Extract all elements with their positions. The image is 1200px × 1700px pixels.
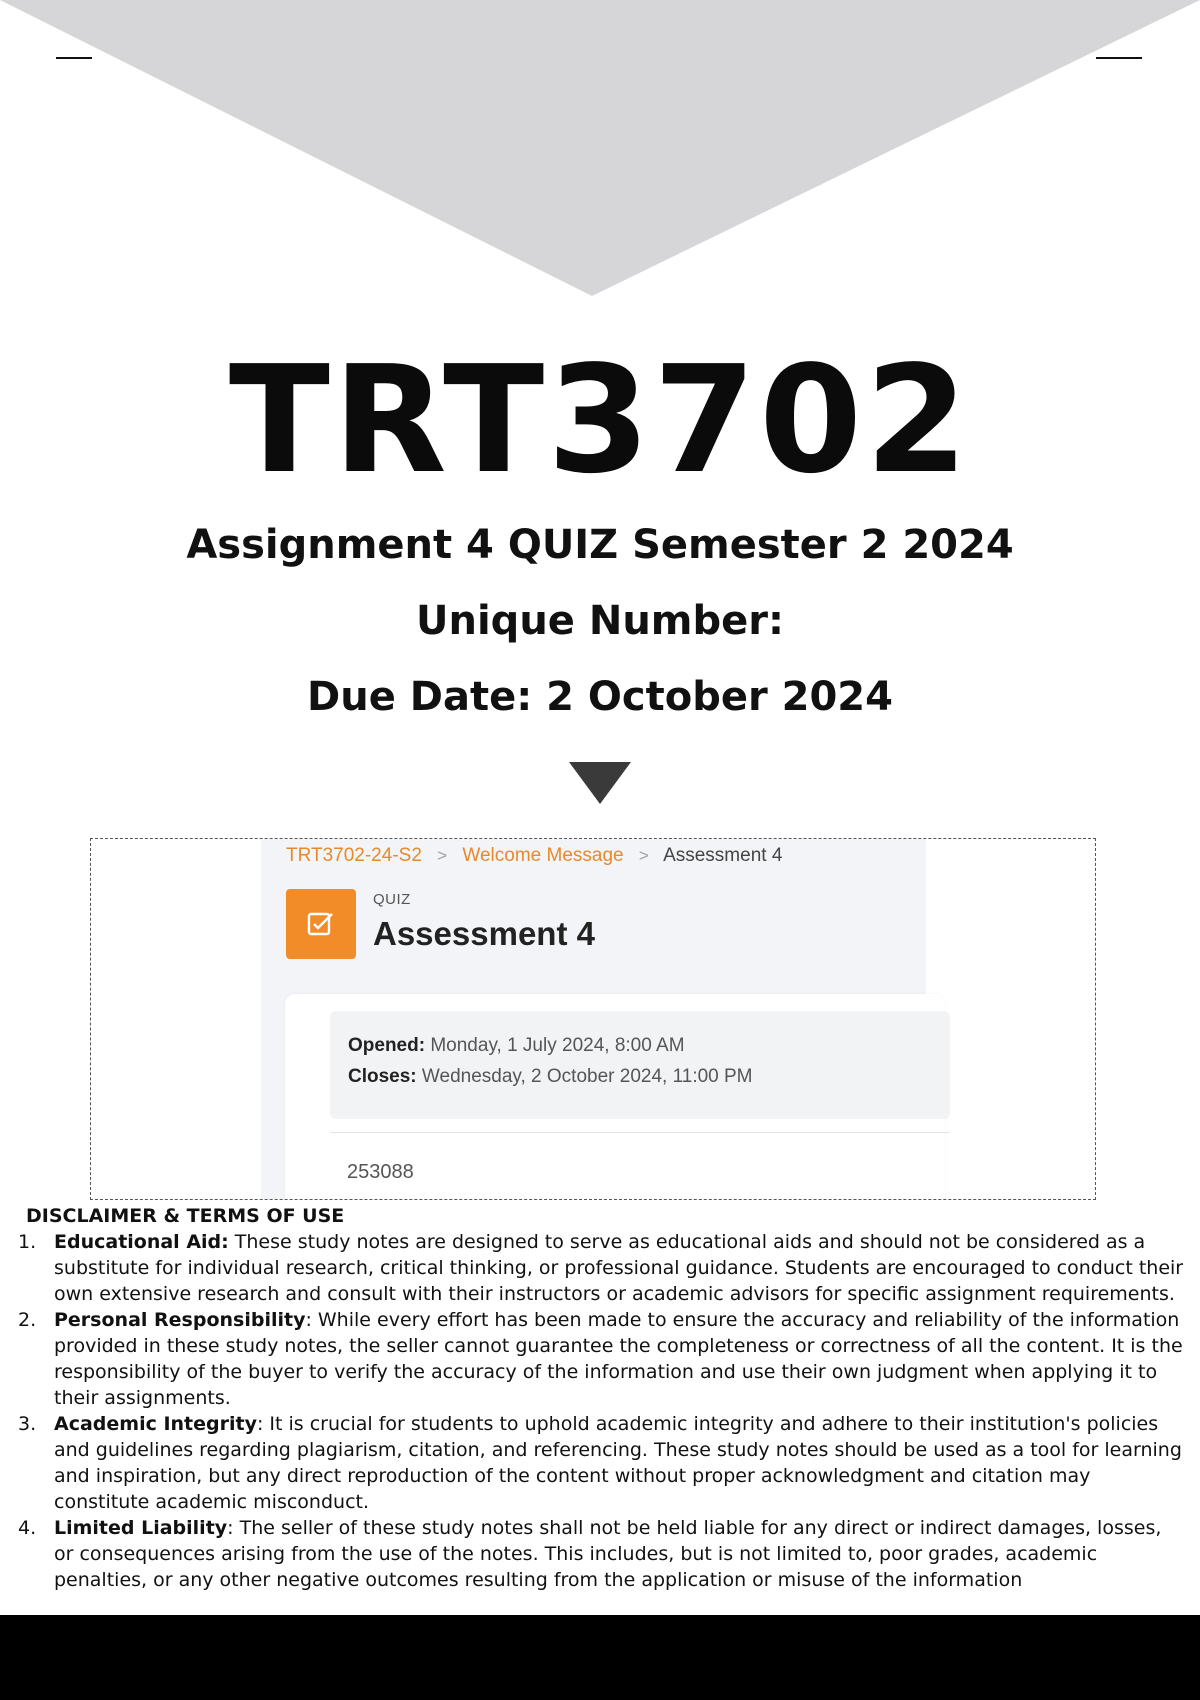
closes-label: Closes: [348,1066,417,1087]
closes-value: Wednesday, 2 October 2024, 11:00 PM [421,1066,753,1087]
lms-screenshot-frame [90,838,1096,1200]
breadcrumb-current: Assessment 4 [663,845,783,866]
terms-list [0,1229,1200,1593]
divider [330,1132,950,1133]
breadcrumb-separator-icon: > [437,846,448,865]
down-triangle-icon [569,762,631,804]
title-block [0,334,1200,735]
lms-quiz-page [261,839,926,1200]
term-number: 1. [18,1231,37,1253]
top-chevron-banner [0,0,1200,300]
quiz-info-card [285,994,945,1200]
breadcrumb-welcome-link[interactable]: Welcome Message [462,845,624,866]
breadcrumb-course-link[interactable]: TRT3702-24-S2 [286,845,422,866]
term-label: Personal Responsibility [54,1309,306,1331]
term-text: : The seller of these study notes shall not be held liable for any direct or indirect damages, losses, or consequences arising from the use of the notes. This includes, but is not limited to, poor grades, academic penalties, or any other negative outcomes resulting from the application or misuse of the information [54,1517,1162,1591]
activity-title: Assessment 4 [373,915,595,952]
activity-type-label: QUIZ [373,891,411,908]
term-item [0,1515,1200,1593]
disclaimer-title: DISCLAIMER & TERMS OF USE [26,1205,345,1227]
term-label: Educational Aid: [54,1231,229,1253]
term-item [0,1307,1200,1411]
bottom-black-bar [0,1615,1200,1700]
opened-label: Opened: [348,1035,426,1056]
term-number: 2. [18,1309,37,1331]
opened-date [348,1035,685,1057]
term-text: These study notes are designed to serve as educational aids and should not be considered as a substitute for individual research, critical thinking, or professional guidance. Students are encouraged to conduct their own extensive research and consult with their instructors or academic advisors for specific assignment requirements. [54,1231,1184,1305]
activity-dates [330,1011,950,1119]
assignment-title: Assignment 4 QUIZ Semester 2 2024 [186,522,1014,568]
disclaimer-section [0,1204,1200,1593]
course-code: TRT3702 [228,334,972,506]
term-item [0,1411,1200,1515]
term-label: Academic Integrity [54,1413,257,1435]
breadcrumb-separator-icon: > [638,846,649,865]
term-item [0,1229,1200,1307]
closes-date [348,1066,753,1088]
unique-number-value: 253088 [347,1161,414,1183]
term-number: 3. [18,1413,37,1435]
term-number: 4. [18,1517,37,1539]
breadcrumb [286,845,782,867]
quiz-checkbox-icon [286,889,356,959]
term-text: : It is crucial for students to uphold academic integrity and adhere to their institution's policies and guidelines regarding plagiarism, citation, and referencing. These study notes should be used as a tool for learning and inspiration, but any direct reproduction of the content without proper acknowledgment and citation may constitute academic misconduct. [54,1413,1182,1513]
term-text: : While every effort has been made to ensure the accuracy and reliability of the information provided in these study notes, the seller cannot guarantee the completeness or correctness of all the content. It is the responsibility of the buyer to verify the accuracy of the information and use their own judgment when applying it to their assignments. [54,1309,1183,1409]
opened-value: Monday, 1 July 2024, 8:00 AM [430,1035,685,1056]
term-label: Limited Liability [54,1517,228,1539]
unique-number-label: Unique Number: [416,598,784,644]
due-date: Due Date: 2 October 2024 [307,674,893,720]
